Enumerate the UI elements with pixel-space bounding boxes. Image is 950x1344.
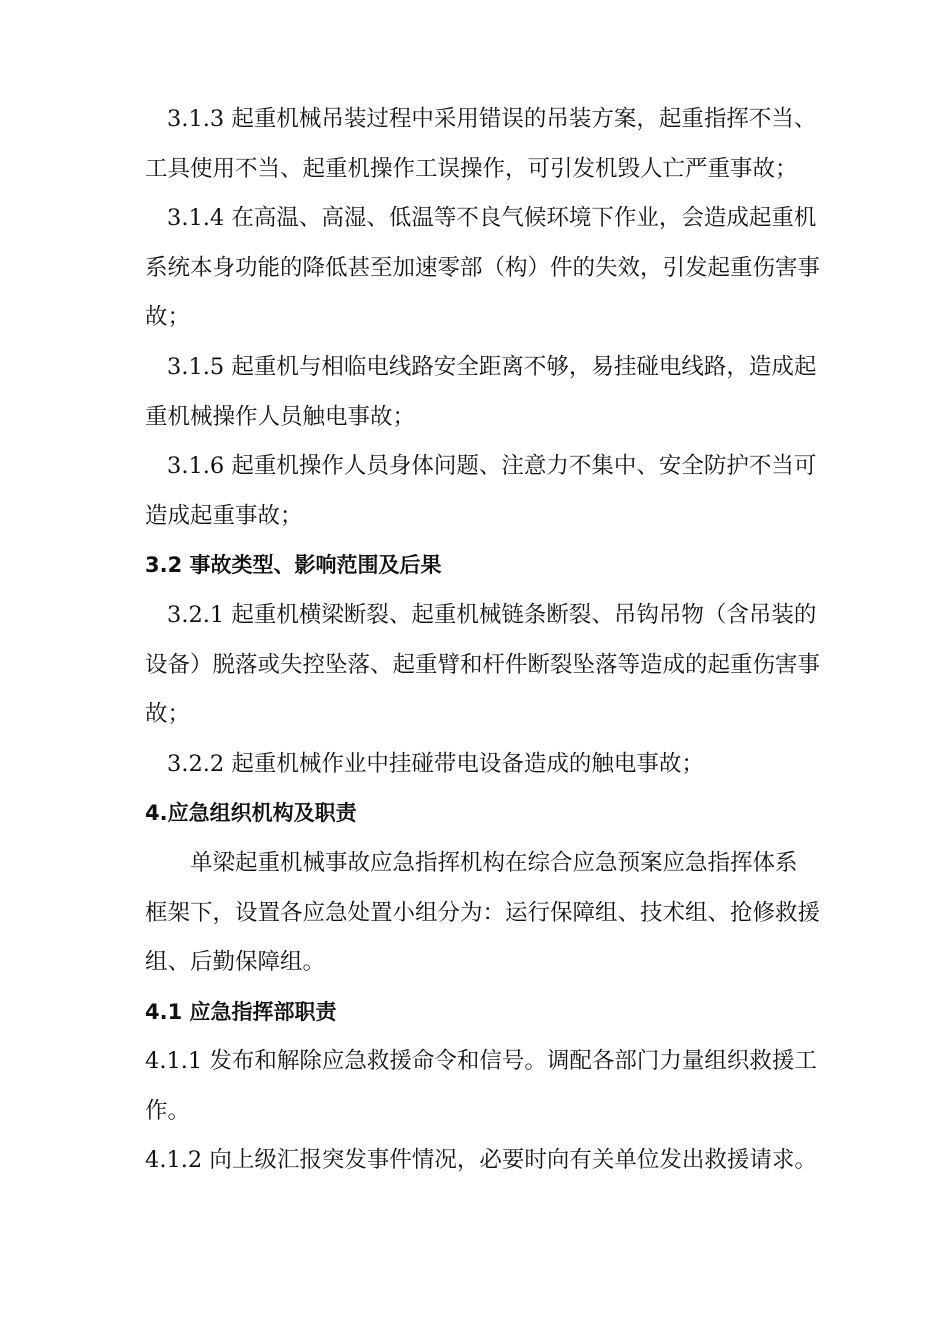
text-line-3-2-1-b: 设备）脱落或失控坠落、起重臂和杆件断裂坠落等造成的起重伤害事 [145,651,821,678]
text-line-4-intro-b: 框架下，设置各应急处置小组分为：运行保障组、技术组、抢修救援 [145,899,821,926]
text-line-4-1-1-b: 作。 [145,1097,191,1124]
section-heading-4-1: 4.1 应急指挥部职责 [145,999,337,1024]
section-heading-4: 4.应急组织机构及职责 [145,801,357,826]
text-line-3-1-3-a: 3.1.3 起重机械吊装过程中采用错误的吊装方案，起重指挥不当、 [167,106,817,132]
text-line-3-1-5-b: 重机械操作人员触电事故； [145,403,416,430]
text-line-3-1-6-a: 3.1.6 起重机操作人员身体问题、注意力不集中、安全防护不当可 [167,453,817,480]
text-line-3-2-2: 3.2.2 起重机械作业中挂碰带电设备造成的触电事故； [167,750,704,777]
text-line-3-1-5-a: 3.1.5 起重机与相临电线路安全距离不够，易挂碰电线路，造成起 [167,353,817,380]
text-line-3-1-4-b: 系统本身功能的降低甚至加速零部（构）件的失效，引发起重伤害事 [145,254,821,281]
text-line-4-1-2: 4.1.2 向上级汇报突发事件情况，必要时向有关单位发出救援请求。 [145,1147,817,1174]
text-line-3-1-3-b: 工具使用不当、起重机操作工误操作，可引发机毁人亡严重事故； [145,155,798,182]
text-line-3-1-4-a: 3.1.4 在高温、高湿、低温等不良气候环境下作业，会造成起重机 [167,205,817,232]
text-line-4-intro-a: 单梁起重机械事故应急指挥机构在综合应急预案应急指挥体系 [190,849,798,876]
text-line-4-1-1-a: 4.1.1 发布和解除应急救援命令和信号。调配各部门力量组织救援工 [145,1048,817,1075]
text-line-3-2-1-a: 3.2.1 起重机横梁断裂、起重机械链条断裂、吊钩吊物（含吊装的 [167,601,817,628]
text-line-3-1-6-b: 造成起重事故； [145,502,303,529]
text-line-3-1-4-c: 故； [145,304,191,331]
section-heading-3-2: 3.2 事故类型、影响范围及后果 [145,553,442,578]
text-line-4-intro-c: 组、后勤保障组。 [145,949,326,976]
document-page [145,95,825,1186]
text-line-3-2-1-c: 故； [145,701,191,728]
